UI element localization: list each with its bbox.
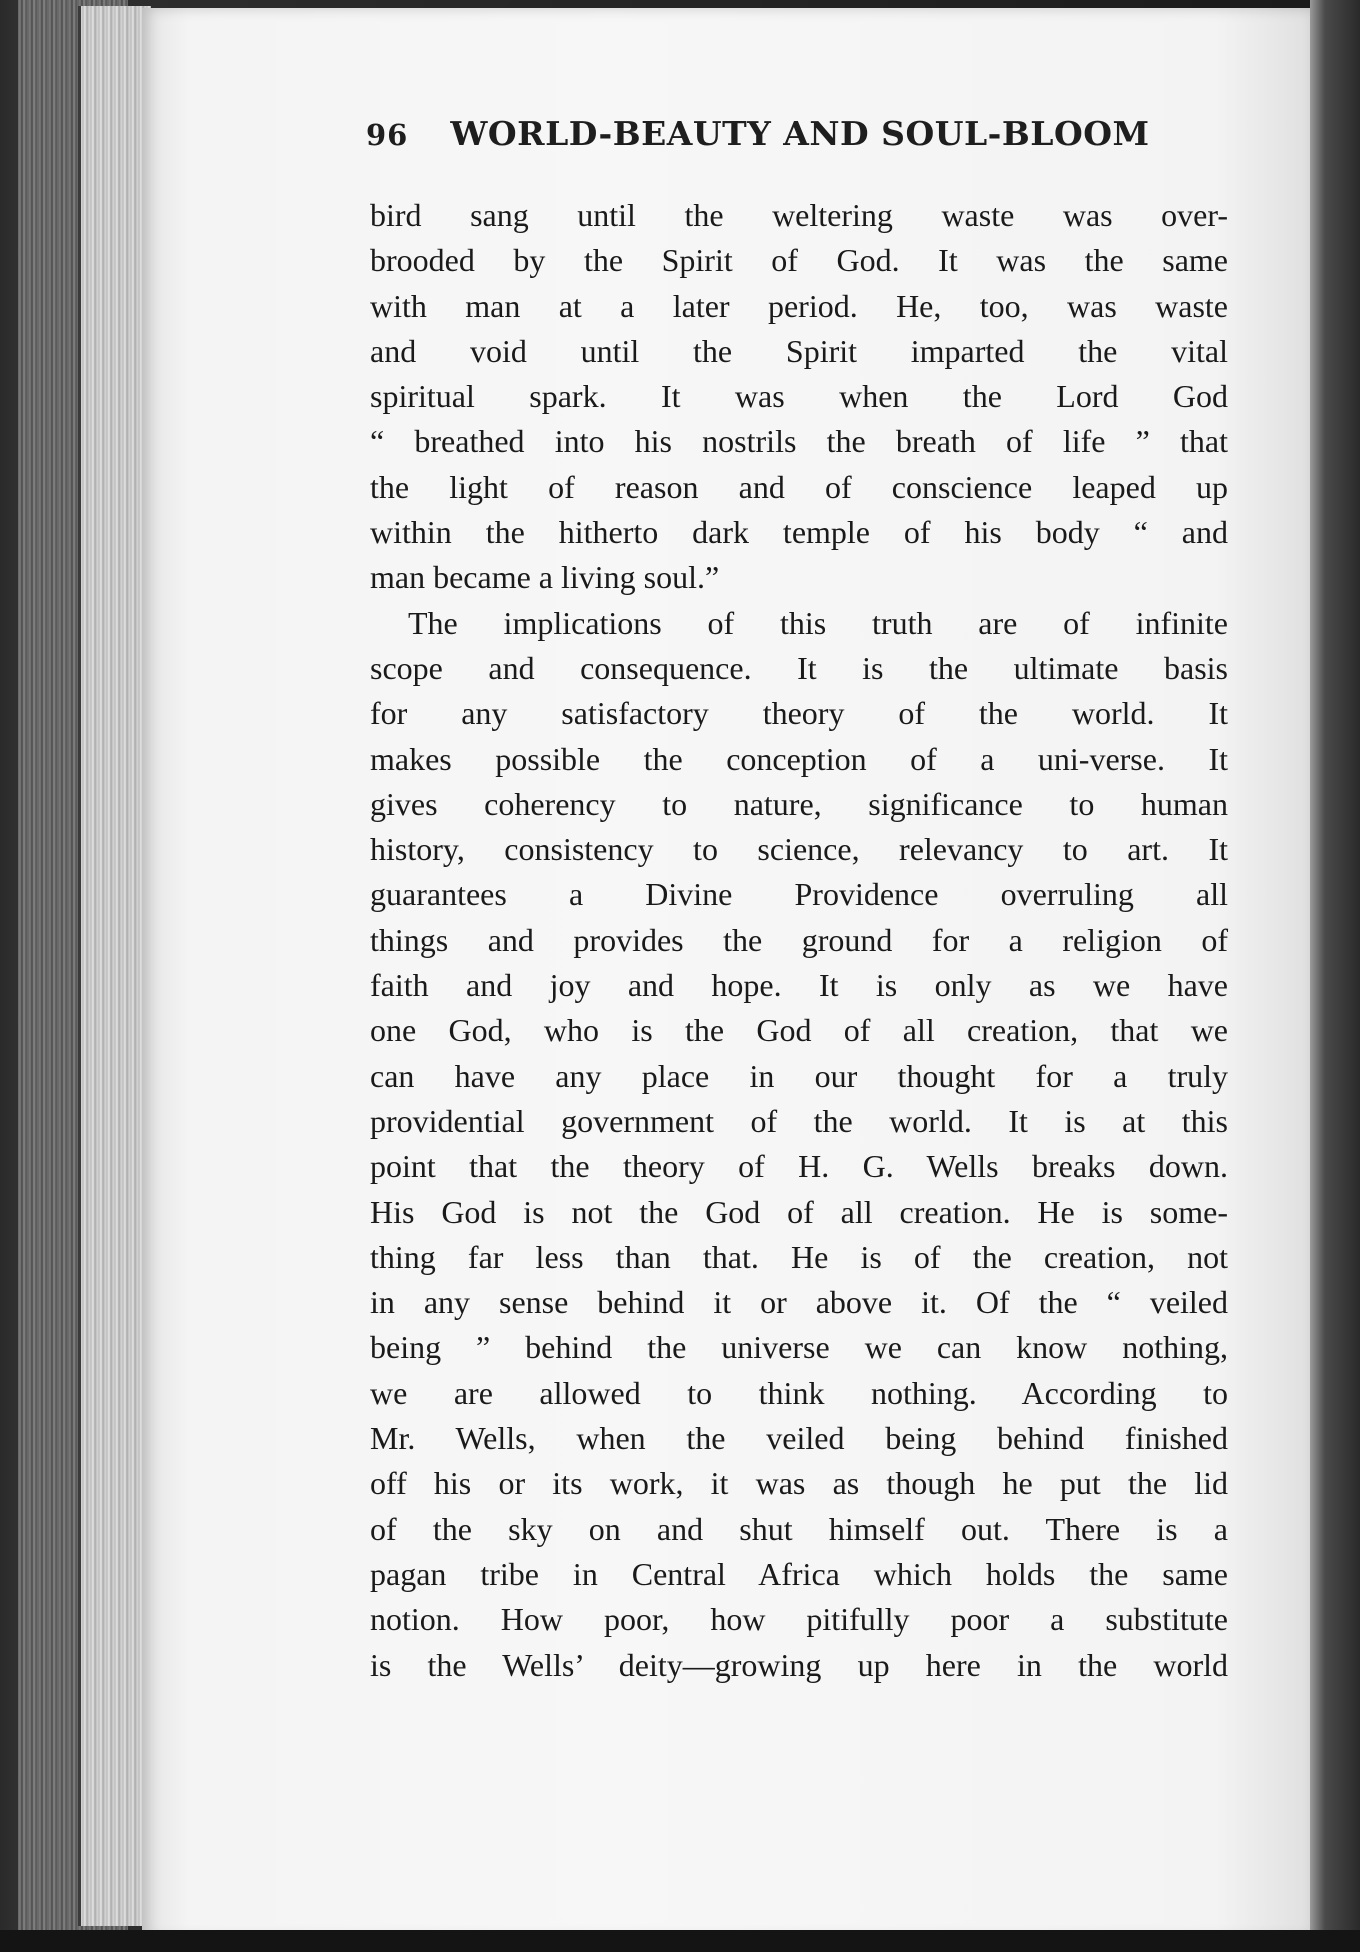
text-line: pagan tribe in Central Africa which holds the same	[370, 1555, 1228, 1592]
paragraph-2	[370, 601, 1228, 1688]
body-text	[370, 193, 1228, 1688]
page-header	[366, 114, 1238, 166]
text-line: faith and joy and hope. It is only as we have	[370, 967, 1228, 1004]
text-line: point that the theory of H. G. Wells breaks down.	[370, 1148, 1228, 1185]
text-line: history, consistency to science, relevancy to art. It	[370, 831, 1228, 868]
text-line: things and provides the ground for a religion of	[370, 921, 1228, 958]
binding-shadow	[1310, 0, 1360, 1952]
text-line: guarantees a Divine Providence overruling all	[370, 876, 1228, 913]
text-line: The implications of this truth are of infinite	[408, 604, 1228, 641]
text-line: His God is not the God of all creation. He is some-	[370, 1193, 1228, 1230]
text-line: notion. How poor, how pitifully poor a substitute	[370, 1601, 1228, 1638]
book-page-stack	[78, 6, 151, 1926]
text-line: brooded by the Spirit of God. It was the same	[370, 242, 1228, 279]
text-line: and void until the Spirit imparted the vital	[370, 332, 1228, 369]
text-line: providential government of the world. It is at this	[370, 1102, 1228, 1139]
text-line: Mr. Wells, when the veiled being behind finished	[370, 1420, 1228, 1457]
page-number: 96	[366, 118, 409, 152]
text-line: “ breathed into his nostrils the breath of life ” that	[370, 423, 1228, 460]
text-line: with man at a later period. He, too, was waste	[370, 287, 1228, 324]
text-line: within the hitherto dark temple of his body “ and	[370, 514, 1228, 551]
text-line: bird sang until the weltering waste was over-	[370, 197, 1228, 233]
text-line: for any satisfactory theory of the world. It	[370, 695, 1228, 732]
text-line: we are allowed to think nothing. According to	[370, 1374, 1228, 1411]
text-line: makes possible the conception of a uni-verse. It	[370, 740, 1228, 777]
text-line: scope and consequence. It is the ultimate basis	[370, 649, 1228, 686]
text-line: being ” behind the universe we can know nothing,	[370, 1329, 1228, 1366]
text-line: can have any place in our thought for a truly	[370, 1057, 1228, 1094]
text-line: is the Wells’ deity—growing up here in the world	[370, 1646, 1228, 1683]
text-line: spiritual spark. It was when the Lord God	[370, 378, 1228, 415]
text-line: gives coherency to nature, significance to human	[370, 785, 1228, 822]
text-line: man became a living soul.”	[370, 559, 720, 596]
paragraph-1	[370, 193, 1228, 601]
text-line: one God, who is the God of all creation, that we	[370, 1012, 1228, 1049]
text-line: of the sky on and shut himself out. There is a	[370, 1510, 1228, 1547]
text-line: thing far less than that. He is of the creation, not	[370, 1238, 1228, 1275]
text-line: off his or its work, it was as though he put the lid	[370, 1465, 1228, 1502]
scan-bottom-edge	[0, 1930, 1360, 1952]
text-line: in any sense behind it or above it. Of the “ veiled	[370, 1284, 1228, 1321]
text-line: the light of reason and of conscience leaped up	[370, 468, 1228, 505]
running-head: WORLD-BEAUTY AND SOUL-BLOOM	[450, 114, 1150, 153]
